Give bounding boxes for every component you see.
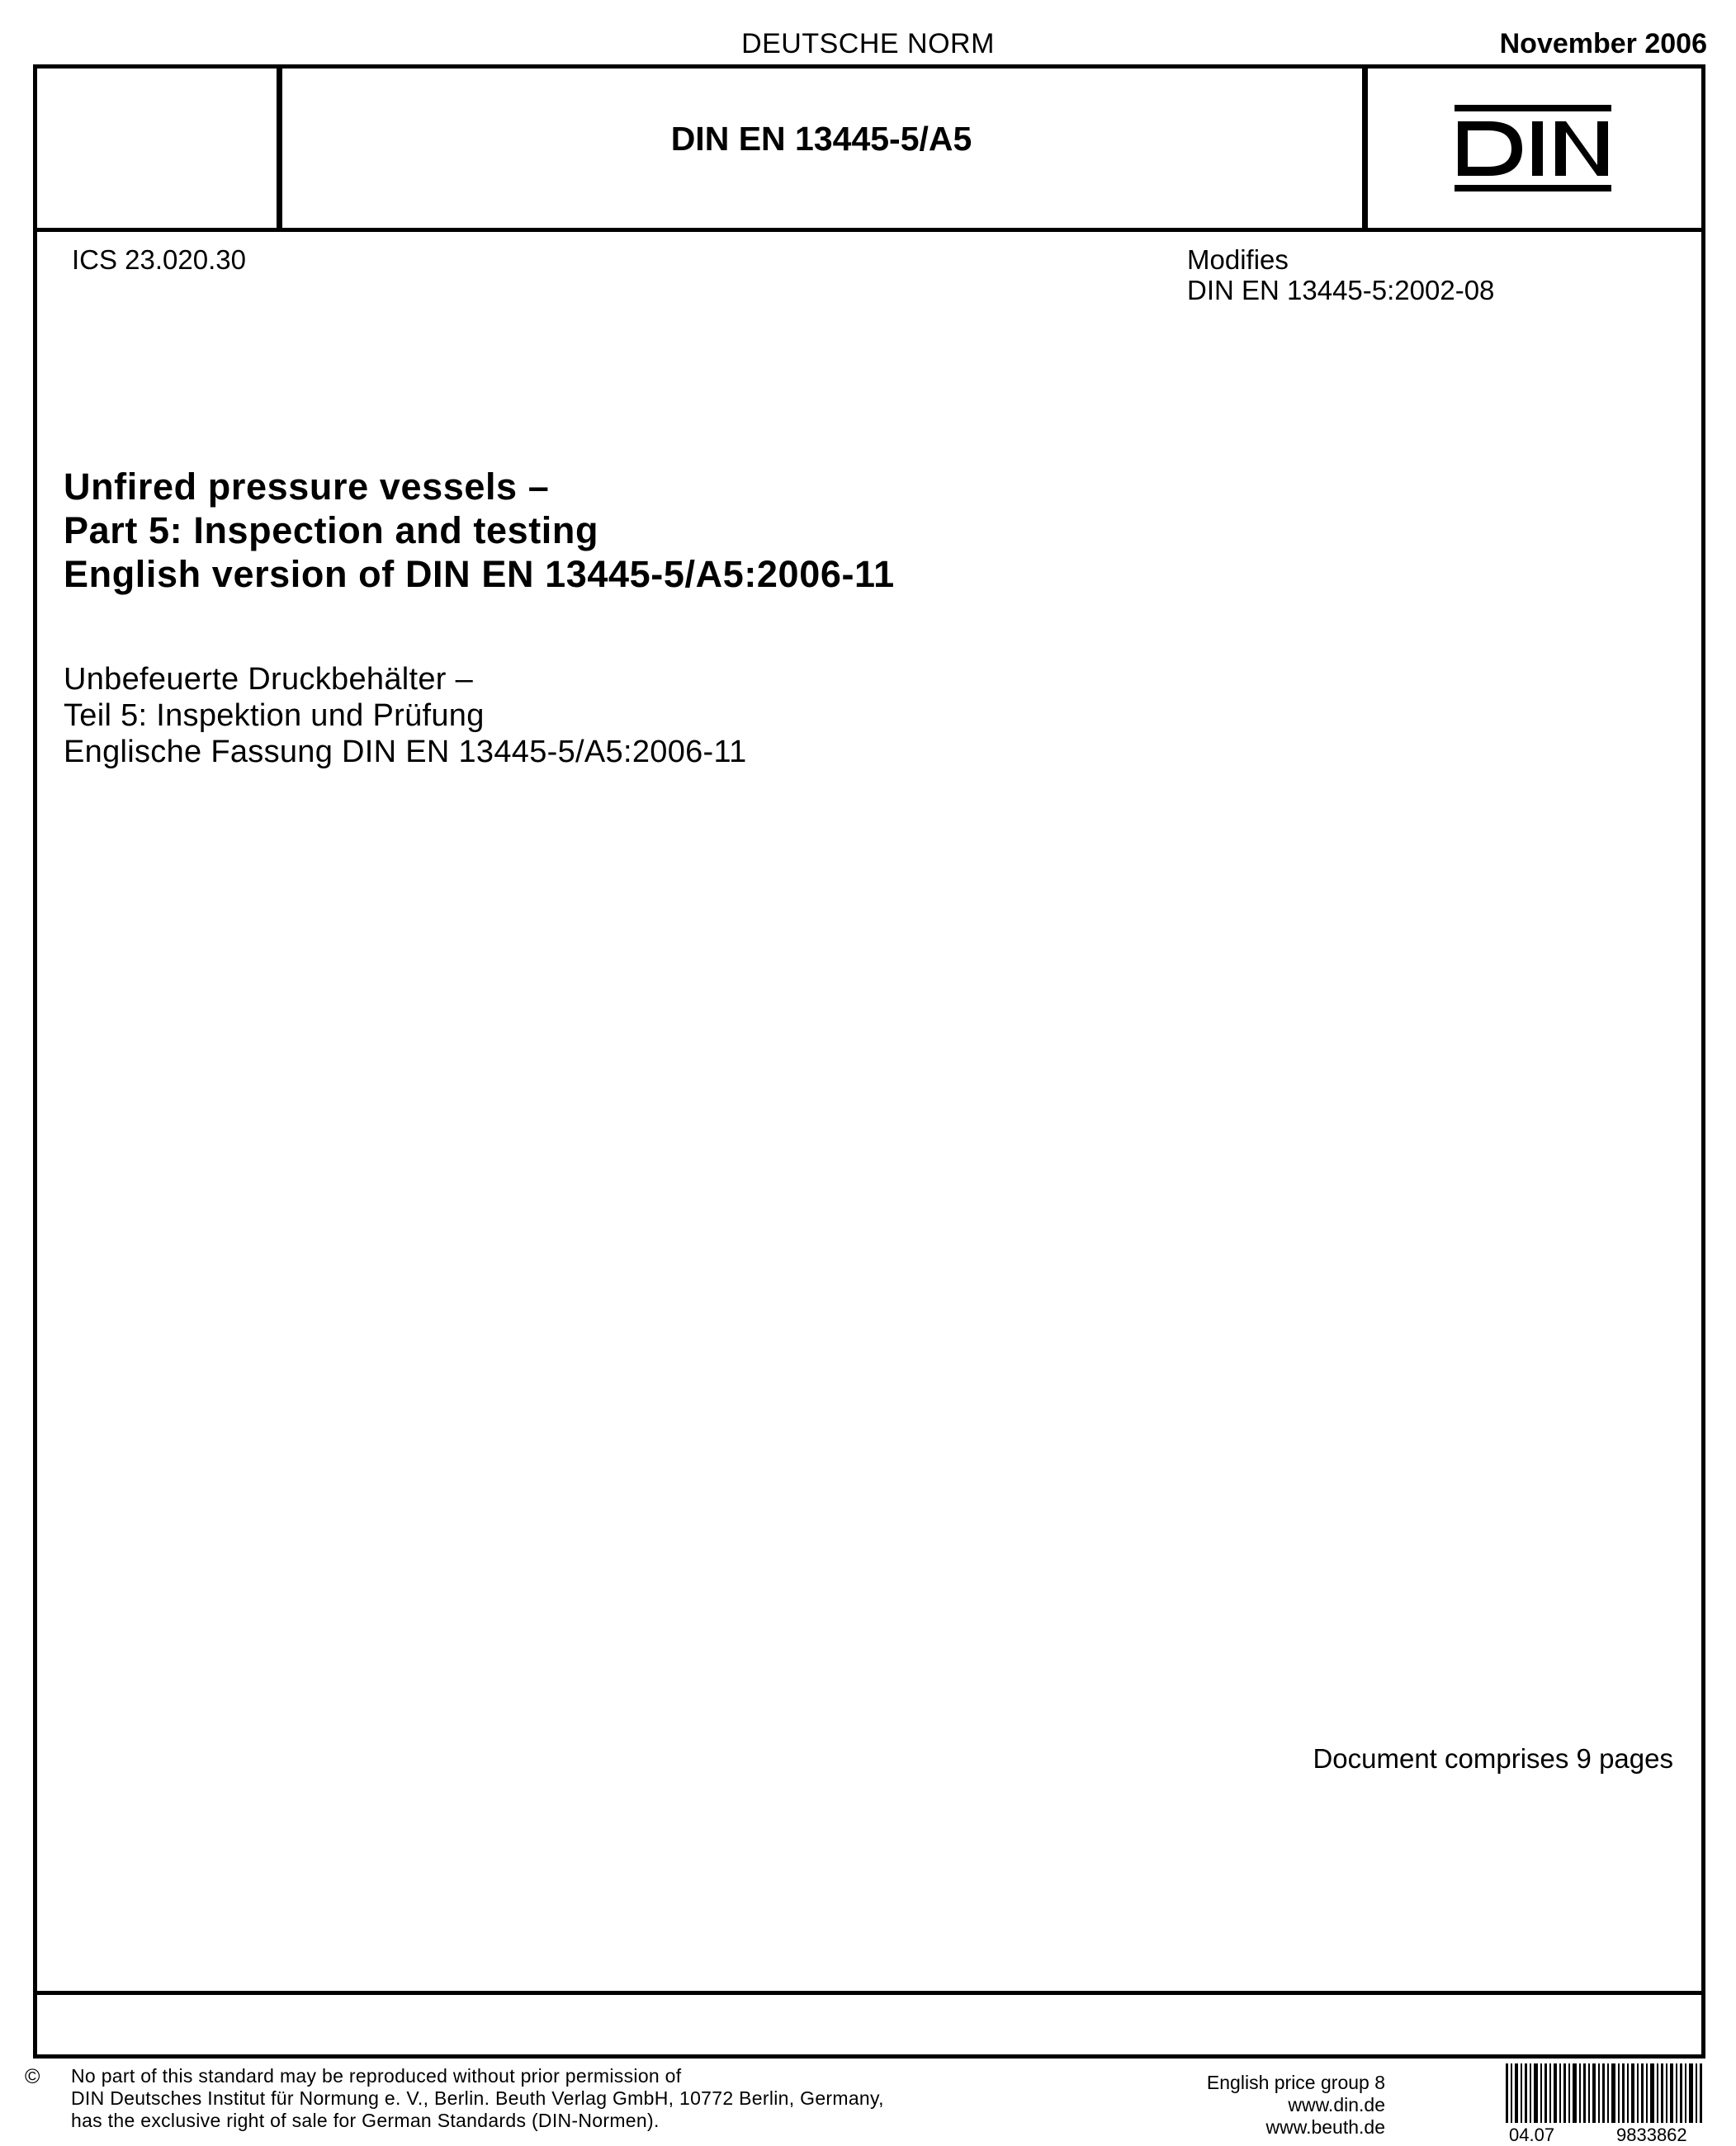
title-english-line-2: Part 5: Inspection and testing (64, 509, 599, 551)
title-english-line-3: English version of DIN EN 13445-5/A5:2006-11 (64, 553, 895, 595)
norm-label: DEUTSCHE NORM (741, 28, 995, 59)
title-english-line-1: Unfired pressure vessels – (64, 466, 550, 508)
website-din: www.din.de (1288, 2094, 1385, 2115)
barcode-date-code: 04.07 (1509, 2125, 1555, 2145)
copyright-notice-line-3: has the exclusive right of sale for German Standards (DIN-Normen). (71, 2110, 660, 2131)
website-beuth: www.beuth.de (1265, 2116, 1385, 2138)
copyright-icon: © (25, 2065, 40, 2088)
page-count: Document comprises 9 pages (1313, 1743, 1673, 1774)
din-logo (1455, 105, 1611, 191)
copyright-notice-line-1: No part of this standard may be reproduced without prior permission of (71, 2065, 682, 2087)
header-divider-right (1362, 64, 1368, 228)
price-group: English price group 8 (1206, 2072, 1385, 2093)
copyright-notice-line-2: DIN Deutsches Institut für Normung e. V., Berlin. Beuth Verlag GmbH, 10772 Berlin, Germany, (71, 2087, 884, 2109)
modifies-reference: DIN EN 13445-5:2002-08 (1187, 275, 1495, 305)
document-number: DIN EN 13445-5/A5 (670, 120, 972, 158)
bottom-divider (33, 1991, 1705, 1995)
barcode-number: 9833862 (1616, 2125, 1687, 2145)
title-german-line-1: Unbefeuerte Druckbehälter – (64, 662, 474, 697)
publication-date: November 2006 (1499, 28, 1707, 59)
modifies-label: Modifies (1187, 244, 1289, 275)
title-german-line-2: Teil 5: Inspektion und Prüfung (64, 698, 485, 733)
ics-code: ICS 23.020.30 (72, 244, 246, 275)
barcode-icon (1504, 2063, 1706, 2123)
title-german-line-3: Englische Fassung DIN EN 13445-5/A5:2006-11 (64, 735, 747, 769)
